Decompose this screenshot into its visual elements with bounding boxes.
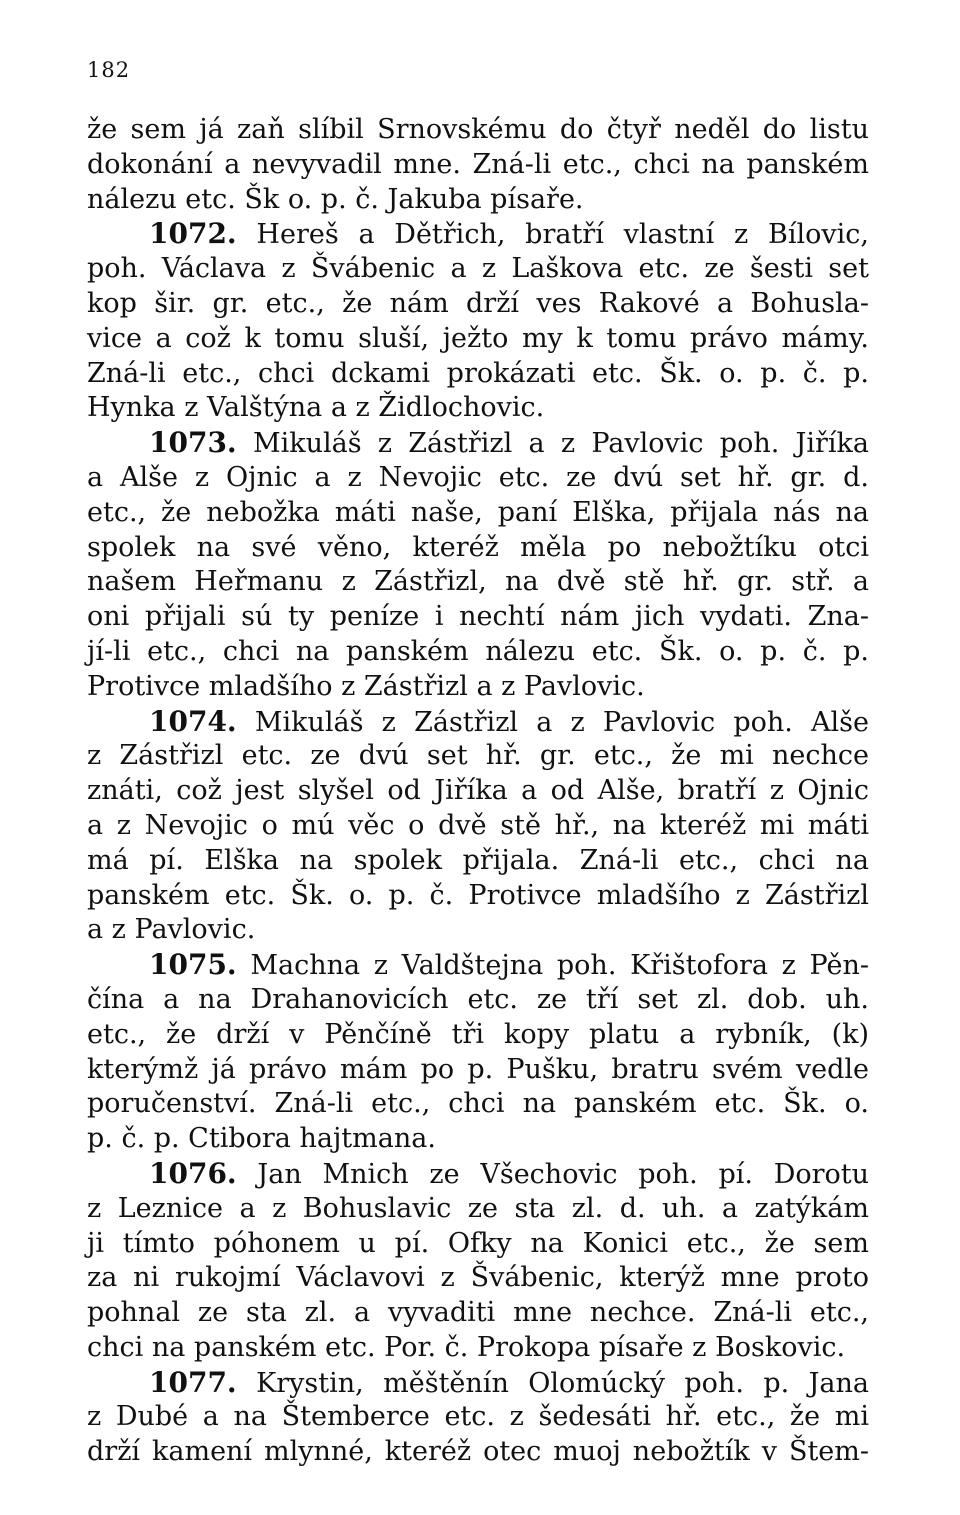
line-text: kterýmž já právo mám po p. Pušku, bratru svém vedle xyxy=(87,1053,869,1085)
line-text: kop šir. gr. etc., že nám drží ves Rakové a Bohusla- xyxy=(87,287,869,319)
entry-start-line xyxy=(87,1366,869,1401)
line-text: nálezu etc. Šk o. p. č. Jakuba písaře. xyxy=(87,183,584,215)
line-text: pohnal ze sta zl. a vyvaditi mne nechce. Zná-li etc., xyxy=(87,1297,869,1329)
line-text: drží kamení mlynné, kteréž otec muoj nebožtík v Štem- xyxy=(87,1436,869,1468)
line-text: ji tímto póhonem u pí. Ofky na Konici etc., že sem xyxy=(87,1227,869,1259)
entry-number: 1076. xyxy=(149,1156,237,1190)
line-text: panském etc. Šk. o. p. č. Protivce mladšího z Zástřizl xyxy=(87,879,869,911)
line-text: Hynka z Valštýna a z Židlochovic. xyxy=(87,392,545,424)
text-line xyxy=(87,1400,869,1435)
entry-number: 1075. xyxy=(149,948,237,982)
line-text: Mikuláš z Zástřizl a z Pavlovic poh. Jiříka xyxy=(236,428,869,460)
text-line xyxy=(87,531,869,566)
text-line xyxy=(87,322,869,357)
line-text: z Leznice a z Bohuslavic ze sta zl. d. uh. a zatýkám xyxy=(87,1192,869,1224)
text-line xyxy=(87,670,869,705)
text-line xyxy=(87,774,869,809)
text-line xyxy=(87,844,869,879)
text-line xyxy=(87,148,869,183)
text-line xyxy=(87,1227,869,1262)
text-line xyxy=(87,635,869,670)
line-text: a Alše z Ojnic a z Nevojic etc. ze dvú set hř. gr. d. xyxy=(87,461,869,493)
line-text: znáti, což jest slyšel od Jiříka a od Alše, bratří z Ojnic xyxy=(87,775,869,807)
text-line xyxy=(87,1087,869,1122)
text-line xyxy=(87,461,869,496)
line-text: etc., že drží v Pěnčíně tři kopy platu a rybník, (k) xyxy=(87,1018,869,1050)
text-line xyxy=(87,496,869,531)
line-text: Protivce mladšího z Zástřizl a z Pavlovic. xyxy=(87,670,645,702)
line-text: za ni rukojmí Václavovi z Švábenic, kterýž mne proto xyxy=(87,1262,869,1294)
line-text: spolek na své věno, kteréž měla po nebožtíku otci xyxy=(87,531,869,563)
body-text xyxy=(87,113,869,1470)
text-line xyxy=(87,357,869,392)
line-text: má pí. Elška na spolek přijala. Zná-li etc., chci na xyxy=(87,844,869,876)
text-line xyxy=(87,113,869,148)
text-line xyxy=(87,809,869,844)
text-line xyxy=(87,1053,869,1088)
text-line xyxy=(87,252,869,287)
line-text: z Dubé a na Štemberce etc. z šedesáti hř. etc., že mi xyxy=(87,1401,869,1433)
line-text: p. č. p. Ctibora hajtmana. xyxy=(87,1123,436,1155)
text-line xyxy=(87,391,869,426)
line-text: a z Pavlovic. xyxy=(87,914,256,946)
text-line xyxy=(87,183,869,218)
entry-number: 1072. xyxy=(149,217,237,251)
line-text: oni přijali sú ty peníze i nechtí nám jich vydati. Zna- xyxy=(87,601,869,633)
line-text: poručenství. Zná-li etc., chci na panském etc. Šk. o. xyxy=(87,1088,869,1120)
line-text: jí-li etc., chci na panském nálezu etc. Šk. o. p. č. p. xyxy=(87,635,869,667)
line-text: a z Nevojic o mú věc o dvě stě hř., na kteréž mi máti xyxy=(87,809,869,841)
line-text: etc., že nebožka máti naše, paní Elška, přijala nás na xyxy=(87,496,869,528)
entry-start-line xyxy=(87,1157,869,1192)
entry-number: 1077. xyxy=(149,1365,237,1399)
text-line xyxy=(87,1018,869,1053)
text-line xyxy=(87,1435,869,1470)
line-text: že sem já zaň slíbil Srnovskému do čtyř neděl do listu xyxy=(87,114,869,145)
entry-start-line xyxy=(87,948,869,983)
line-text: Mikuláš z Zástřizl a z Pavlovic poh. Alše xyxy=(236,706,869,738)
text-line xyxy=(87,600,869,635)
text-line xyxy=(87,983,869,1018)
line-text: poh. Václava z Švábenic a z Laškova etc. ze šesti set xyxy=(87,253,869,285)
text-line xyxy=(87,1261,869,1296)
entry-start-line xyxy=(87,217,869,252)
entry-number: 1073. xyxy=(149,426,237,460)
line-text: čína a na Drahanovicích etc. ze tří set zl. dob. uh. xyxy=(87,983,869,1015)
line-text: vice a což k tomu sluší, ježto my k tomu právo mámy. xyxy=(87,322,869,354)
text-line xyxy=(87,565,869,600)
text-line xyxy=(87,739,869,774)
text-line xyxy=(87,879,869,914)
entry-start-line xyxy=(87,705,869,740)
line-text: Hereš a Dětřich, bratří vlastní z Bílovic, xyxy=(236,219,869,251)
entry-number: 1074. xyxy=(149,704,237,738)
text-line xyxy=(87,1122,869,1157)
line-text: Zná-li etc., chci dckami prokázati etc. Šk. o. p. č. p. xyxy=(87,357,869,389)
text-line xyxy=(87,1192,869,1227)
line-text: z Zástřizl etc. ze dvú set hř. gr. etc., že mi nechce xyxy=(87,740,869,772)
text-line xyxy=(87,287,869,322)
text-line xyxy=(87,913,869,948)
text-line xyxy=(87,1296,869,1331)
text-line xyxy=(87,1331,869,1366)
page-number: 182 xyxy=(87,58,131,82)
line-text: chci na panském etc. Por. č. Prokopa písaře z Boskovic. xyxy=(87,1331,846,1363)
line-text: dokonání a nevyvadil mne. Zná-li etc., chci na panském xyxy=(87,148,869,180)
entry-start-line xyxy=(87,426,869,461)
line-text: Machna z Valdštejna poh. Křištofora z Pěn- xyxy=(236,950,869,982)
line-text: našem Heřmanu z Zástřizl, na dvě stě hř. gr. stř. a xyxy=(87,566,869,598)
line-text: Jan Mnich ze Všechovic poh. pí. Dorotu xyxy=(236,1158,869,1190)
line-text: Krystin, měštěnín Olomúcký poh. p. Jana xyxy=(236,1367,869,1399)
